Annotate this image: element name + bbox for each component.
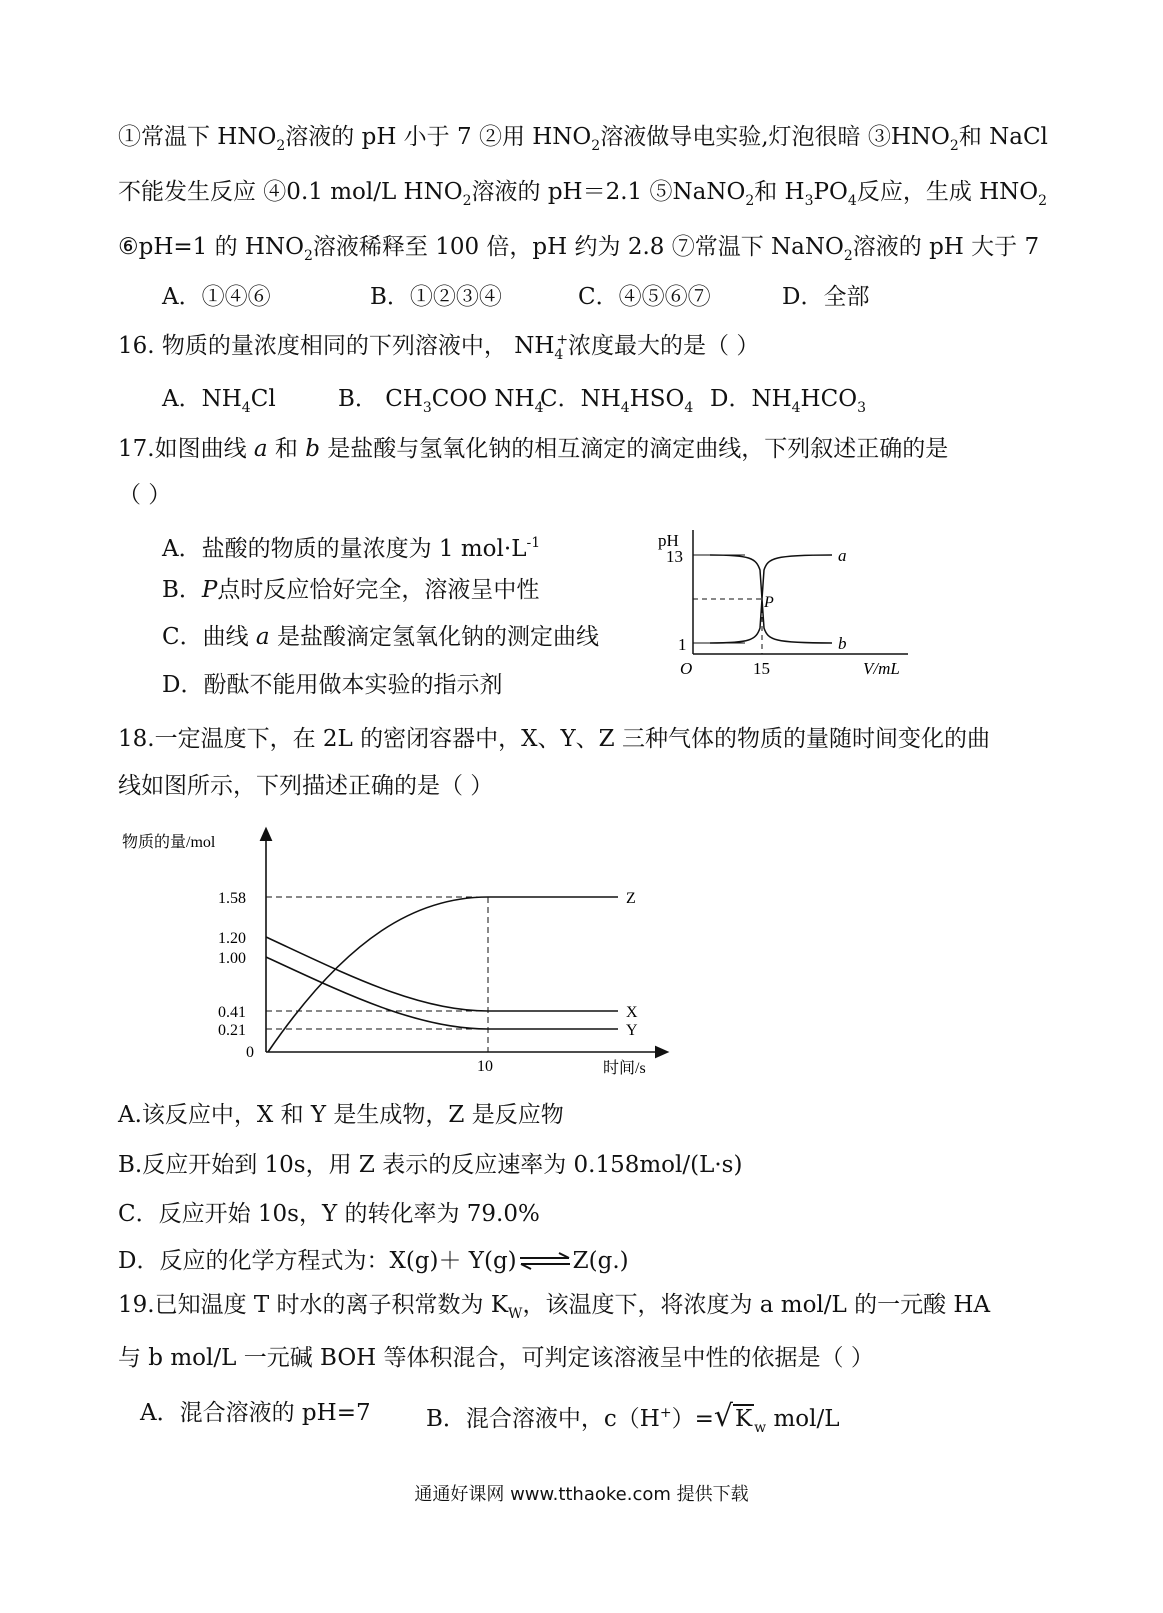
q18-option-a: A.该反应中，X 和 Y 是生成物，Z 是反应物: [118, 1102, 564, 1128]
q19-option-a: A．混合溶液的 pH=7: [140, 1400, 371, 1426]
titration-label-b: b: [838, 634, 847, 653]
amount-xlabel: 时间/s: [603, 1060, 646, 1077]
q17-option-a: A．盐酸的物质的量浓度为 1 $mol\cdot L^{-1}$: [162, 535, 541, 562]
q19-line-2: 与 b mol/L 一元碱 BOH 等体积混合，可判定该溶液呈中性的依据是（ ）: [118, 1345, 874, 1371]
q17-paren: （ ）: [118, 482, 172, 508]
page-footer: 通通好课网 www.tthaoke.com 提供下载: [414, 1484, 749, 1505]
amount-tick-021: 0.21: [218, 1022, 246, 1039]
amount-label-y: Y: [626, 1022, 638, 1039]
q15-option-a: A．①④⑥: [162, 284, 271, 310]
q16-option-a: A．$NH_4Cl$: [162, 386, 276, 416]
q15-option-c: C．④⑤⑥⑦: [578, 284, 711, 310]
q18-option-b: B.反应开始到 10s，用 Z 表示的反应速率为 0.158mol/(L·s): [118, 1152, 743, 1178]
q15-option-d: D．全部: [782, 284, 870, 310]
amount-tick-100: 1.00: [218, 950, 246, 967]
q17-option-b: B．P点时反应恰好完全，溶液呈中性: [162, 577, 540, 603]
q18-option-c: C．反应开始 10s，Y 的转化率为 79.0%: [118, 1201, 540, 1227]
q16-stem: 16. 物质的量浓度相同的下列溶液中， $NH_4^+$浓度最大的是（ ）: [118, 332, 760, 363]
amount-curve-y: [266, 957, 618, 1029]
q18-option-d: D．反应的化学方程式为：X(g)＋ Y(g) Z(g.): [118, 1248, 629, 1274]
amount-tick-041: 0.41: [218, 1004, 246, 1021]
q16-option-d: D．$NH_4HCO_3$: [710, 386, 866, 416]
q15-option-b: B．①②③④: [370, 284, 502, 310]
titration-point-p: P: [764, 594, 774, 611]
sqrt-radical-icon: √: [713, 1399, 733, 1434]
q19-line-1: 19.已知温度 T 时水的离子积常数为 $K_W$，该温度下，将浓度为 a mol/L 的一元酸 HA: [118, 1292, 991, 1322]
q16-option-c: C．$NH_4HSO_4$: [540, 386, 694, 416]
titration-ylabel: pH: [658, 531, 679, 550]
titration-curve-a: [710, 555, 832, 599]
amount-origin: 0: [246, 1044, 254, 1061]
amount-label-z: Z: [626, 890, 636, 907]
q19-option-b: B．混合溶液中，c（H+）=√K $_w$ mol/L: [426, 1399, 840, 1436]
q17-stem: 17.如图曲线 a 和 b 是盐酸与氢氧化钠的相互滴定的滴定曲线，下列叙述正确的是: [118, 436, 949, 462]
q16-option-b: B． $CH_3COO$ $NH_4$: [338, 386, 544, 416]
titration-chart: [650, 522, 940, 687]
amount-label-x: X: [626, 1004, 638, 1021]
q18-stem-2: 线如图所示，下列描述正确的是（ ）: [118, 773, 494, 799]
titration-origin: O: [680, 659, 693, 678]
amount-curve-x: [266, 937, 618, 1011]
equilibrium-arrows-icon: [517, 1251, 573, 1271]
amount-tick-10: 10: [477, 1058, 493, 1075]
q15-line-1: ①常温下 $HNO_2$溶液的 pH 小于 7 ②用 $HNO_2$溶液做导电实验,灯泡很暗 $③HNO_2$和 NaCl: [118, 124, 1048, 154]
q18-stem-1: 18.一定温度下，在 2L 的密闭容器中，X、Y、Z 三种气体的物质的量随时间变化的曲: [118, 726, 990, 752]
titration-tick-13: 13: [666, 547, 683, 566]
amount-ylabel: 物质的量/mol: [122, 834, 216, 851]
q15-line-3: ⑥pH=1 的 $HNO_2$溶液稀释至 100 倍，pH 约为 2.8 ⑦常温下 NaNO$_2$溶液的 pH 大于 7: [118, 234, 1040, 264]
q15-line-2: 不能发生反应 ④0.1 mol/L $HNO_2$溶液的 pH＝2.1 ⑤NaNO$_2$和 $H_3PO_4$反应，生成 $HNO_2$: [118, 179, 1048, 209]
titration-label-a: a: [838, 546, 847, 565]
titration-tick-15: 15: [753, 659, 770, 678]
amount-tick-120: 1.20: [218, 930, 246, 947]
q17-option-d: D．酚酞不能用做本实验的指示剂: [162, 672, 503, 698]
amount-tick-158: 1.58: [218, 890, 246, 907]
amount-time-chart: [118, 825, 678, 1080]
titration-xlabel: V/mL: [863, 659, 900, 678]
q17-option-c: C．曲线 a 是盐酸滴定氢氧化钠的测定曲线: [162, 624, 599, 650]
titration-tick-1: 1: [678, 635, 687, 654]
